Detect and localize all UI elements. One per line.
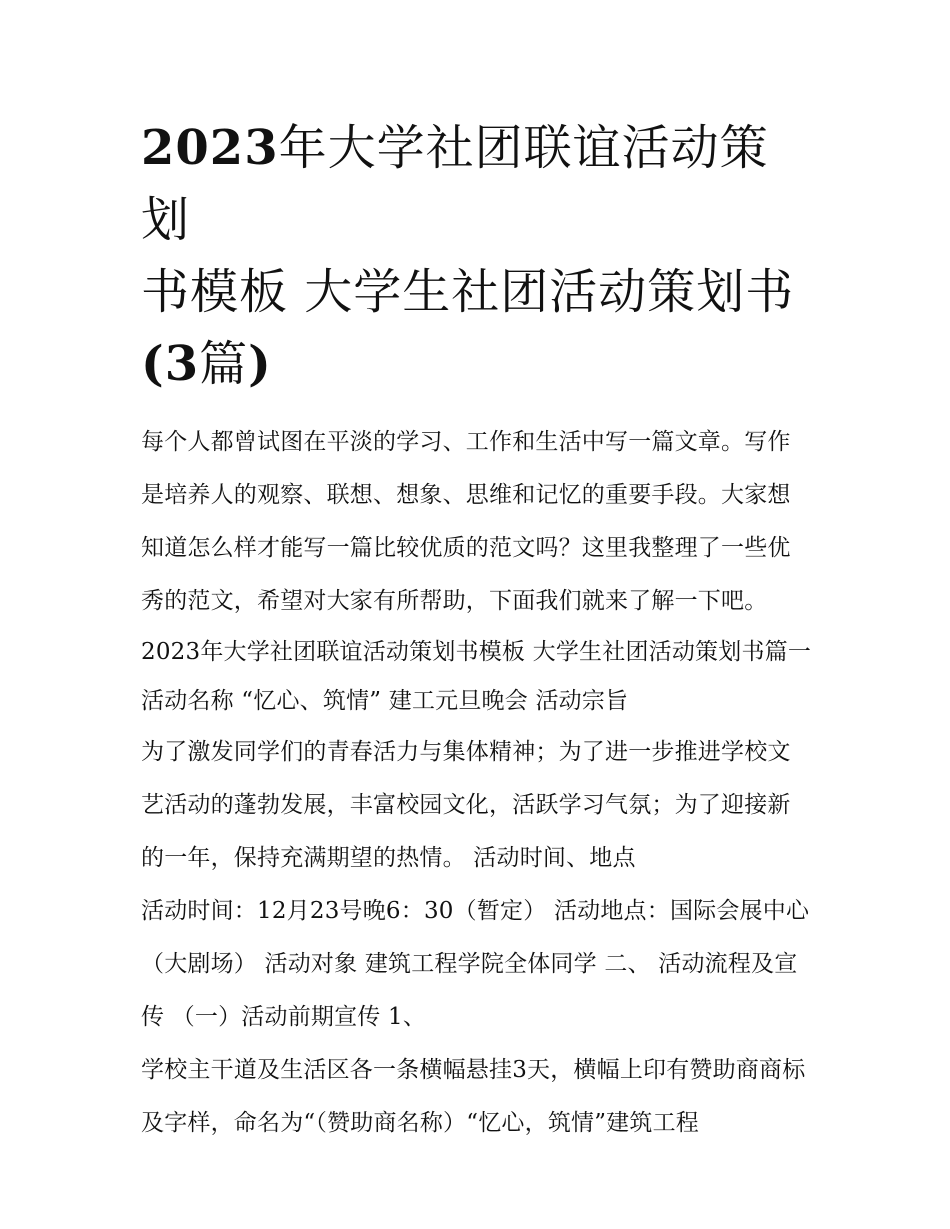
section-heading-paragraph: 2023年大学社团联谊活动策划书模板 大学生社团活动策划书篇一 活动名称 “忆心、筑情” 建工元旦晚会 活动宗旨 [141, 639, 812, 714]
purpose-paragraph: 为了激发同学们的青春活力与集体精神；为了进一步推进学校文艺活动的蓬勃发展，丰富校园文化，活跃学习气氛；为了迎接新的一年，保持充满期望的热情。 活动时间、地点 [141, 739, 791, 871]
banner-paragraph: 学校主干道及生活区各一条横幅悬挂3天，横幅上印有赞助商商标及字样，命名为“（赞助商名称）“忆心，筑情”建筑工程 [141, 1057, 806, 1136]
title-line1-text: 年大学社团联谊活动策划 [141, 120, 769, 248]
time-location-paragraph: 活动时间：12月23号晚6：30（暂定） 活动地点：国际会展中心（大剧场） 活动对象 建筑工程学院全体同学 二、 活动流程及宣传 （一）活动前期宣传 1、 [141, 898, 810, 1030]
title-year: 2023 [141, 120, 279, 176]
document-title [141, 112, 813, 400]
title-line2: 书模板 大学生社团活动策划书 [141, 264, 795, 320]
title-count-text: 篇 [199, 336, 249, 392]
title-count-open: (3 [141, 336, 200, 392]
document-page [141, 112, 813, 1150]
intro-paragraph: 每个人都曾试图在平淡的学习、工作和生活中写一篇文章。写作是培养人的观察、联想、想象、思维和记忆的重要手段。大家想知道怎么样才能写一篇比较优质的范文吗？这里我整理了一些优秀的范文，希望对大家有所帮助，下面我们就来了解一下吧。 [141, 429, 791, 614]
title-count-close: ) [248, 336, 272, 392]
